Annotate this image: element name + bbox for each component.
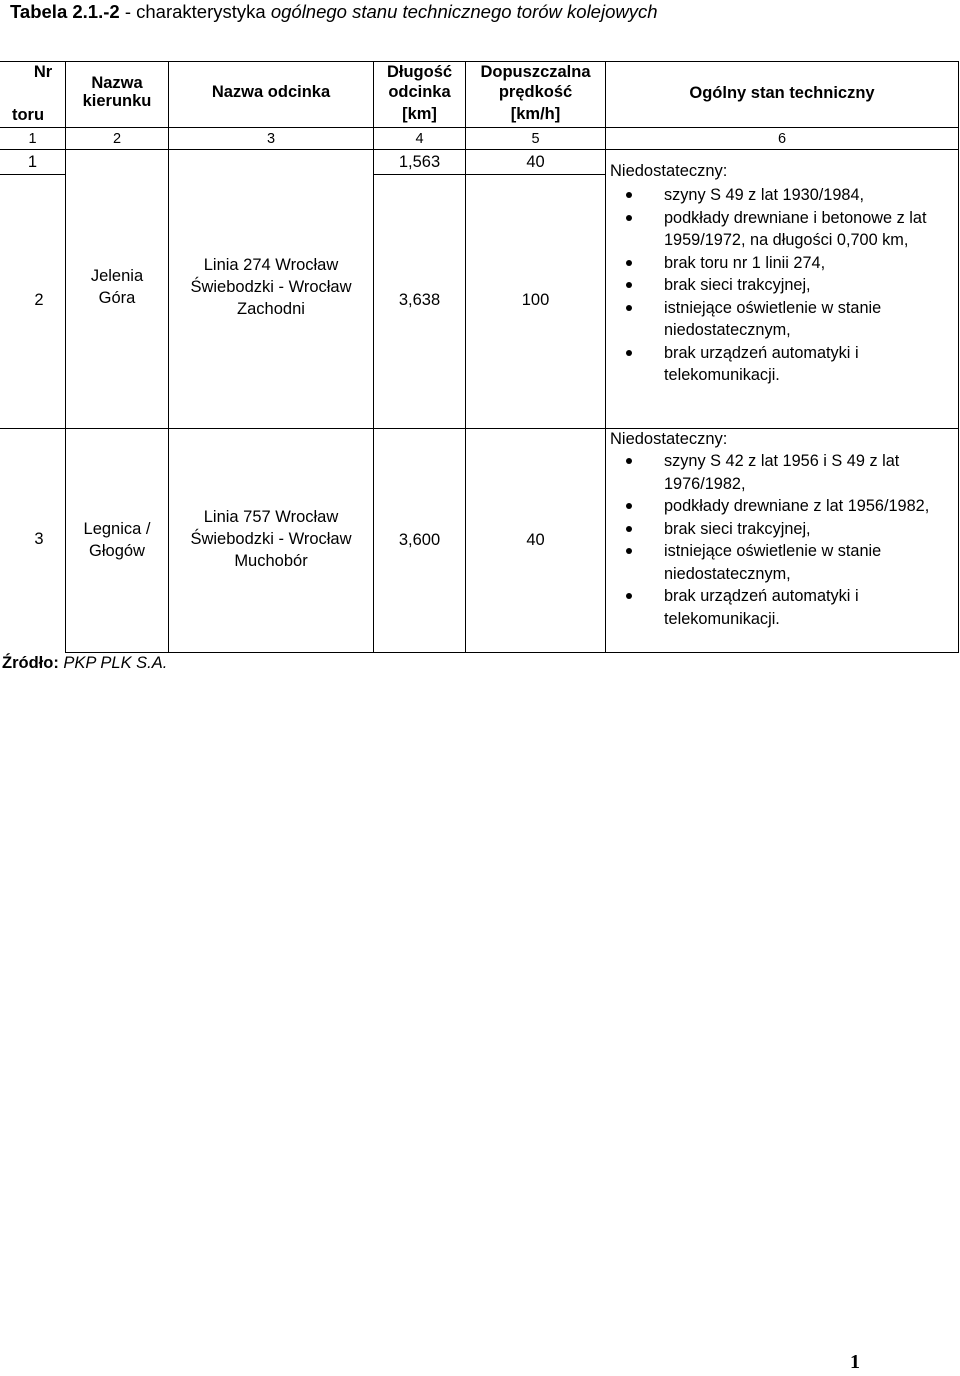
row1-dlugosc: 1,563 <box>398 153 441 171</box>
row3-predkosc: 40 <box>526 531 545 549</box>
source-label: Źródło: <box>2 654 59 672</box>
source-value: PKP PLK S.A. <box>58 654 168 672</box>
row3-odcinek-line2: Świebodzki - Wrocław <box>190 530 352 548</box>
page-number: 1 <box>850 1351 860 1373</box>
condition-item: istniejące oświetlenie w stanie niedostatecznym, <box>610 540 934 585</box>
row3-odcinek-line3: Muchobór <box>234 552 308 570</box>
row3-odcinek-line1: Linia 757 Wrocław <box>203 508 339 526</box>
row2-odcinek-line2: Świebodzki - Wrocław <box>190 278 352 296</box>
column-number: 2 <box>112 131 122 147</box>
table-label: Tabela 2.1.-2 <box>10 1 120 22</box>
row2-kierunek-line1: Jelenia <box>90 267 144 285</box>
row3-nr: 3 <box>34 530 44 548</box>
condition-list <box>610 184 952 387</box>
row2-odcinek-line3: Zachodni <box>237 300 305 318</box>
header-dlugosc-line1: Długość <box>386 63 453 81</box>
column-number: 5 <box>531 131 540 147</box>
column-number: 3 <box>266 131 276 147</box>
column-number: 6 <box>777 131 787 147</box>
header-predkosc-line2: prędkość <box>498 83 573 101</box>
grid-line <box>0 174 66 175</box>
table-caption: ogólnego stanu technicznego torów kolejowych <box>270 1 658 22</box>
grid-line <box>0 61 959 62</box>
header-kierunek-line1: Nazwa <box>91 74 143 92</box>
row2-predkosc: 100 <box>521 291 550 309</box>
header-predkosc-line3: [km/h] <box>510 105 561 123</box>
condition-heading: Niedostateczny: <box>610 430 728 448</box>
header-dlugosc-line3: [km] <box>402 105 437 123</box>
row2-nr: 2 <box>34 291 44 309</box>
row3-kierunek-line2: Głogów <box>89 542 145 560</box>
condition-item: szyny S 42 z lat 1956 i S 49 z lat 1976/1982, <box>610 450 934 495</box>
condition-item: brak urządzeń automatyki i telekomunikacji. <box>610 585 934 630</box>
condition-item: brak urządzeń automatyki i telekomunikacji. <box>610 342 952 387</box>
row3-condition <box>610 428 934 630</box>
header-nr-line1: Nr <box>33 63 53 81</box>
condition-heading: Niedostateczny: <box>610 162 728 180</box>
grid-line <box>65 652 959 653</box>
row2-kierunek-line2: Góra <box>98 289 136 307</box>
grid-line <box>0 149 959 150</box>
header-kierunek-line2: kierunku <box>82 92 152 110</box>
header-stan: Ogólny stan techniczny <box>689 84 875 102</box>
condition-item: istniejące oświetlenie w stanie niedostatecznym, <box>610 297 952 342</box>
row1-nr: 1 <box>27 153 38 171</box>
condition-item: podkłady drewniane i betonowe z lat 1959/1972, na długości 0,700 km, <box>610 207 952 252</box>
condition-item: brak sieci trakcyjnej, <box>610 518 934 541</box>
condition-item: szyny S 49 z lat 1930/1984, <box>610 184 952 207</box>
grid-line <box>373 174 606 175</box>
grid-line <box>0 127 959 128</box>
row2-condition <box>610 160 952 387</box>
condition-item: brak toru nr 1 linii 274, <box>610 252 952 275</box>
row1-predkosc: 40 <box>526 153 545 171</box>
row2-dlugosc: 3,638 <box>398 291 441 309</box>
header-dlugosc-line2: odcinka <box>388 83 451 101</box>
title-separator: - charakterystyka <box>119 1 271 22</box>
header-nr-line2: toru <box>11 106 45 124</box>
condition-item: podkłady drewniane z lat 1956/1982, <box>610 495 934 518</box>
condition-list <box>610 450 934 630</box>
header-predkosc-line1: Dopuszczalna <box>480 63 591 81</box>
row3-kierunek-line1: Legnica / <box>83 520 151 538</box>
header-odcinek: Nazwa odcinka <box>211 83 331 101</box>
table-title <box>10 1 658 23</box>
row2-odcinek-line1: Linia 274 Wrocław <box>203 256 339 274</box>
source-note <box>2 654 167 673</box>
row3-dlugosc: 3,600 <box>398 531 441 549</box>
column-number: 1 <box>28 131 37 147</box>
condition-item: brak sieci trakcyjnej, <box>610 274 952 297</box>
column-number: 4 <box>415 131 424 147</box>
